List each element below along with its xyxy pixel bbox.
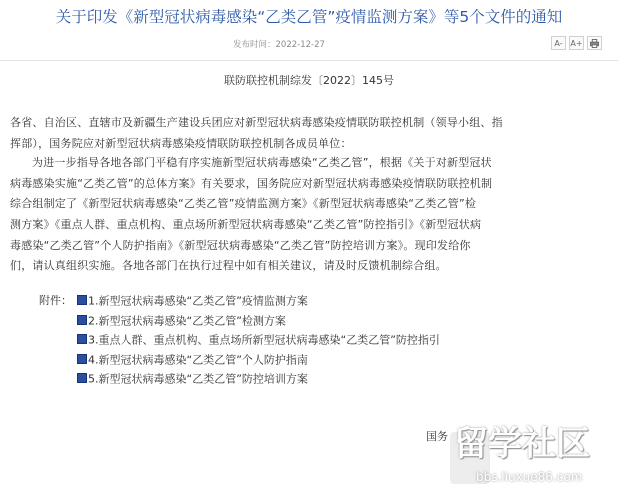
attachment-title: 5.新型冠状病毒感染“乙类乙管”防控培训方案: [88, 372, 308, 386]
article-toolbar: [551, 36, 602, 50]
publish-time: [233, 38, 325, 52]
attachment-title: 4.新型冠状病毒感染“乙类乙管”个人防护指南: [88, 353, 308, 366]
attachment-link-5[interactable]: [77, 369, 308, 388]
body-line: 病毒感染实施“乙类乙管”的总体方案》有关要求，国务院应对新型冠状病毒感染疫情联防联控机制: [10, 176, 493, 190]
body-line: 为进一步指导各地各部门平稳有序实施新型冠状病毒感染“乙类乙管”，根据《关于对新型冠状: [32, 156, 492, 169]
publish-time-value: 2022-12-27: [275, 40, 325, 50]
body-line: 测方案》《重点人群、重点机构、重点场所新型冠状病毒感染“乙类乙管”防控指引》《新型冠状病: [10, 218, 482, 232]
body-paragraph: [10, 153, 610, 277]
addressee-line: 各省、自治区、直辖市及新疆生产建设兵团应对新型冠状病毒感染疫情联防联控机制（领导小组、指: [10, 116, 503, 129]
watermark-url: bbs.liuxue86.com: [476, 470, 583, 484]
font-increase-button[interactable]: A+: [569, 36, 584, 50]
font-decrease-button[interactable]: A-: [551, 36, 566, 50]
attachment-link-2[interactable]: [77, 311, 286, 330]
document-number: 联防联控机制综发〔2022〕145号: [224, 74, 394, 87]
addressee-line: 挥部），国务院应对新型冠状病毒感染疫情联防联控机制各成员单位：: [10, 136, 352, 150]
body-line: 们，请认真组织实施。各地各部门在执行过程中如有相关建议，请及时反馈机制综合组。: [10, 259, 447, 273]
article-meta: [0, 38, 618, 54]
body-line: 毒感染“乙类乙管”个人防护指南》《新型冠状病毒感染“乙类乙管”防控培训方案》。现印发给你: [10, 238, 471, 252]
header-divider: [0, 60, 618, 61]
attachment-link-4[interactable]: [77, 350, 308, 369]
attachments-label: 附件：: [39, 294, 72, 307]
document-icon: [77, 295, 87, 305]
print-button[interactable]: [587, 36, 602, 50]
addressee-paragraph: [10, 113, 610, 154]
watermark: [440, 418, 618, 498]
attachment-title: 1.新型冠状病毒感染“乙类乙管”疫情监测方案: [88, 294, 308, 308]
print-icon: [590, 39, 599, 48]
attachment-link-1[interactable]: [77, 291, 308, 310]
attachment-title: 3.重点人群、重点机构、重点场所新型冠状病毒感染“乙类乙管”防控指引: [88, 333, 440, 347]
attachment-link-3[interactable]: [77, 330, 440, 349]
page-title: 关于印发《新型冠状病毒感染“乙类乙管”疫情监测方案》等5个文件的通知: [55, 8, 563, 26]
document-icon: [77, 373, 87, 383]
watermark-title: 留学社区: [454, 424, 590, 464]
document-icon: [77, 315, 87, 325]
publish-time-label: 发布时间：: [233, 40, 276, 50]
signoff-text: 国务: [426, 430, 448, 443]
document-icon: [77, 354, 87, 364]
attachment-title: 2.新型冠状病毒感染“乙类乙管”检测方案: [88, 314, 286, 327]
body-line: 综合组制定了《新型冠状病毒感染“乙类乙管”疫情监测方案》《新型冠状病毒感染“乙类乙管”检: [10, 197, 477, 211]
document-icon: [77, 334, 87, 344]
